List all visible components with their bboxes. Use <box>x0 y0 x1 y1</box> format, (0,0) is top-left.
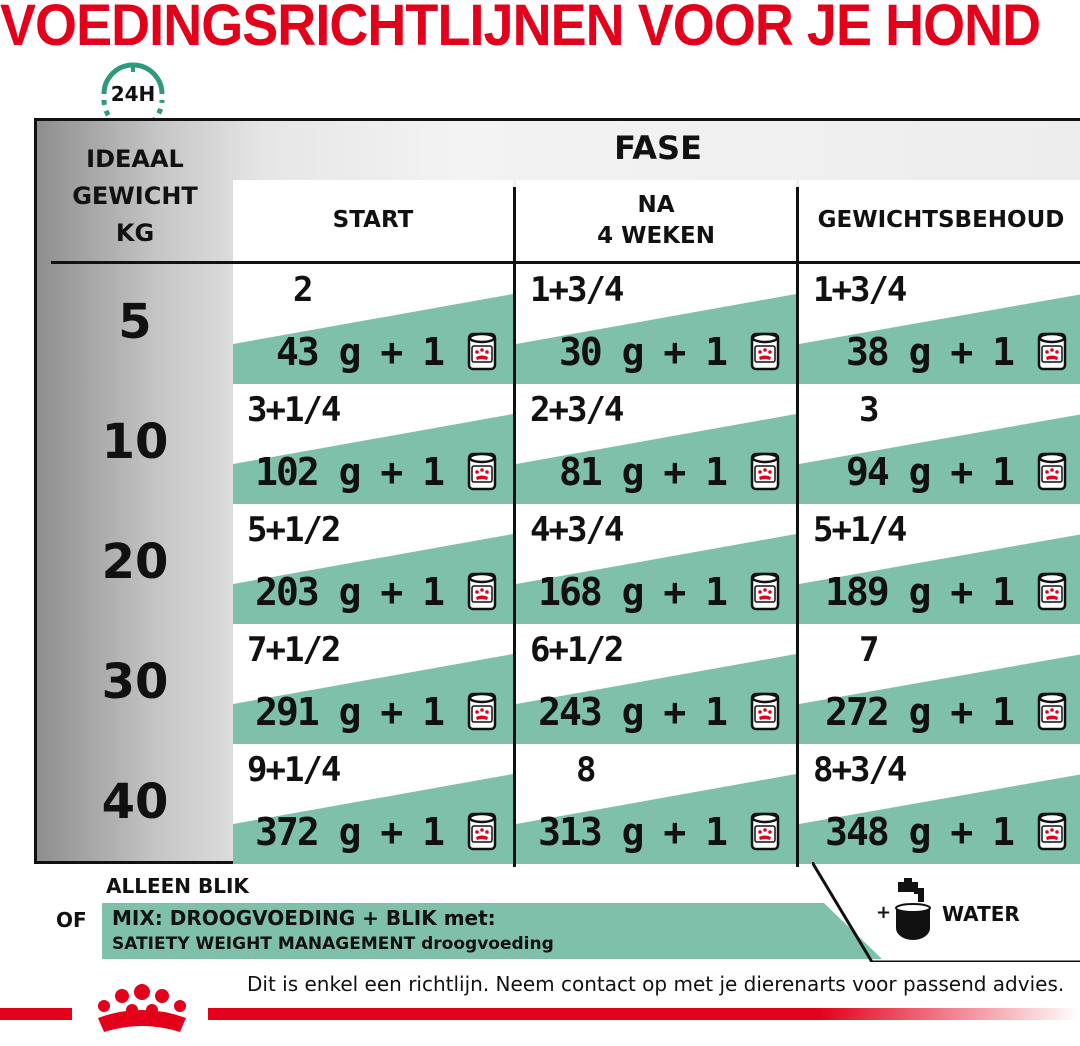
table-cell <box>516 264 796 384</box>
wet-food-portion: 168 g + 1 <box>538 570 726 614</box>
column-header-after-4-weeks <box>516 180 796 264</box>
wet-food-portion: 43 g + 1 <box>275 330 443 374</box>
water-plus-sign: + <box>876 902 892 923</box>
dry-food-portion: 5+1/2 <box>247 510 340 550</box>
dry-food-portion: 9+1/4 <box>247 750 340 790</box>
dry-food-portion: 5+1/4 <box>813 510 906 550</box>
wet-food-portion: 372 g + 1 <box>255 810 443 854</box>
table-cell <box>799 744 1080 864</box>
column-header-line: 4 WEKEN <box>597 222 715 249</box>
legend-only-can: ALLEEN BLIK <box>106 874 249 898</box>
can-icon <box>1037 570 1067 612</box>
can-icon <box>750 330 780 372</box>
phase-header: FASE <box>614 129 702 167</box>
dry-food-portion: 1+3/4 <box>813 270 906 310</box>
table-cell <box>233 504 513 624</box>
can-icon <box>1037 330 1067 372</box>
wet-food-portion: 30 g + 1 <box>558 330 726 374</box>
weight-header-line: KG <box>115 219 155 247</box>
footer-red-bar-right <box>208 1008 1080 1020</box>
column-header-line: GEWICHTSBEHOUD <box>817 207 1065 233</box>
table-cell <box>516 504 796 624</box>
clock-24h-icon <box>92 60 174 120</box>
table-cell <box>233 624 513 744</box>
table-cell <box>233 264 513 384</box>
wet-food-portion: 102 g + 1 <box>255 450 443 494</box>
wet-food-portion: 81 g + 1 <box>558 450 726 494</box>
table-cell <box>799 384 1080 504</box>
dry-food-portion: 3 <box>859 390 878 430</box>
column-header-line: START <box>332 207 414 233</box>
can-icon <box>1037 450 1067 492</box>
dry-food-portion: 4+3/4 <box>530 510 623 550</box>
legend-mix-line2: SATIETY WEIGHT MANAGEMENT droogvoeding <box>112 934 554 954</box>
wet-food-portion: 313 g + 1 <box>538 810 726 854</box>
dry-food-portion: 2 <box>293 270 312 310</box>
can-icon <box>467 330 497 372</box>
column-header-line: NA <box>637 191 675 218</box>
disclaimer: Dit is enkel een richtlijn. Neem contact op met je dierenarts voor passend advies. <box>247 972 1065 996</box>
can-icon <box>1037 810 1067 852</box>
royal-canin-crown-logo <box>72 982 212 1042</box>
can-icon <box>750 690 780 732</box>
weight-value: 30 <box>101 654 169 710</box>
weight-value: 5 <box>118 294 152 350</box>
legend-mix-line1: MIX: DROOGVOEDING + BLIK met: <box>112 906 496 930</box>
wet-food-portion: 272 g + 1 <box>825 690 1013 734</box>
dry-food-portion: 6+1/2 <box>530 630 623 670</box>
can-icon <box>750 810 780 852</box>
can-icon <box>1037 690 1067 732</box>
wet-food-portion: 38 g + 1 <box>845 330 1013 374</box>
legend-water: WATER <box>942 902 1020 926</box>
weight-value: 10 <box>101 414 169 470</box>
weight-header <box>37 141 233 252</box>
can-icon <box>467 690 497 732</box>
table-cell <box>516 744 796 864</box>
header-rule <box>51 261 233 264</box>
table-cell <box>233 744 513 864</box>
column-header-start <box>233 180 513 264</box>
legend-or: OF <box>56 908 87 932</box>
wet-food-portion: 94 g + 1 <box>845 450 1013 494</box>
can-icon <box>750 570 780 612</box>
dry-food-portion: 7 <box>859 630 878 670</box>
can-icon <box>467 570 497 612</box>
can-icon <box>467 450 497 492</box>
weight-value: 40 <box>101 774 169 830</box>
wet-food-portion: 243 g + 1 <box>538 690 726 734</box>
dry-food-portion: 7+1/2 <box>247 630 340 670</box>
clock-label: 24H <box>110 82 156 106</box>
dry-food-portion: 3+1/4 <box>247 390 340 430</box>
wet-food-portion: 291 g + 1 <box>255 690 443 734</box>
weight-header-line: GEWICHT <box>72 182 198 210</box>
table-cell <box>799 264 1080 384</box>
wet-food-portion: 203 g + 1 <box>255 570 443 614</box>
wet-food-portion: 189 g + 1 <box>825 570 1013 614</box>
feeding-table <box>34 118 1080 864</box>
dry-food-portion: 2+3/4 <box>530 390 623 430</box>
water-tap-icon <box>874 878 934 942</box>
can-icon <box>467 810 497 852</box>
wet-food-portion: 348 g + 1 <box>825 810 1013 854</box>
table-cell <box>233 384 513 504</box>
dry-food-portion: 8 <box>576 750 595 790</box>
can-icon <box>750 450 780 492</box>
weight-header-line: IDEAAL <box>86 145 184 173</box>
dry-food-portion: 1+3/4 <box>530 270 623 310</box>
column-header-maintenance <box>799 180 1080 264</box>
footer-red-bar-left <box>0 1008 72 1020</box>
weight-value: 20 <box>101 534 169 590</box>
table-cell <box>516 624 796 744</box>
table-cell <box>799 504 1080 624</box>
dry-food-portion: 8+3/4 <box>813 750 906 790</box>
table-cell <box>799 624 1080 744</box>
table-cell <box>516 384 796 504</box>
page-title: VOEDINGSRICHTLIJNEN VOOR JE HOND <box>0 0 1041 58</box>
